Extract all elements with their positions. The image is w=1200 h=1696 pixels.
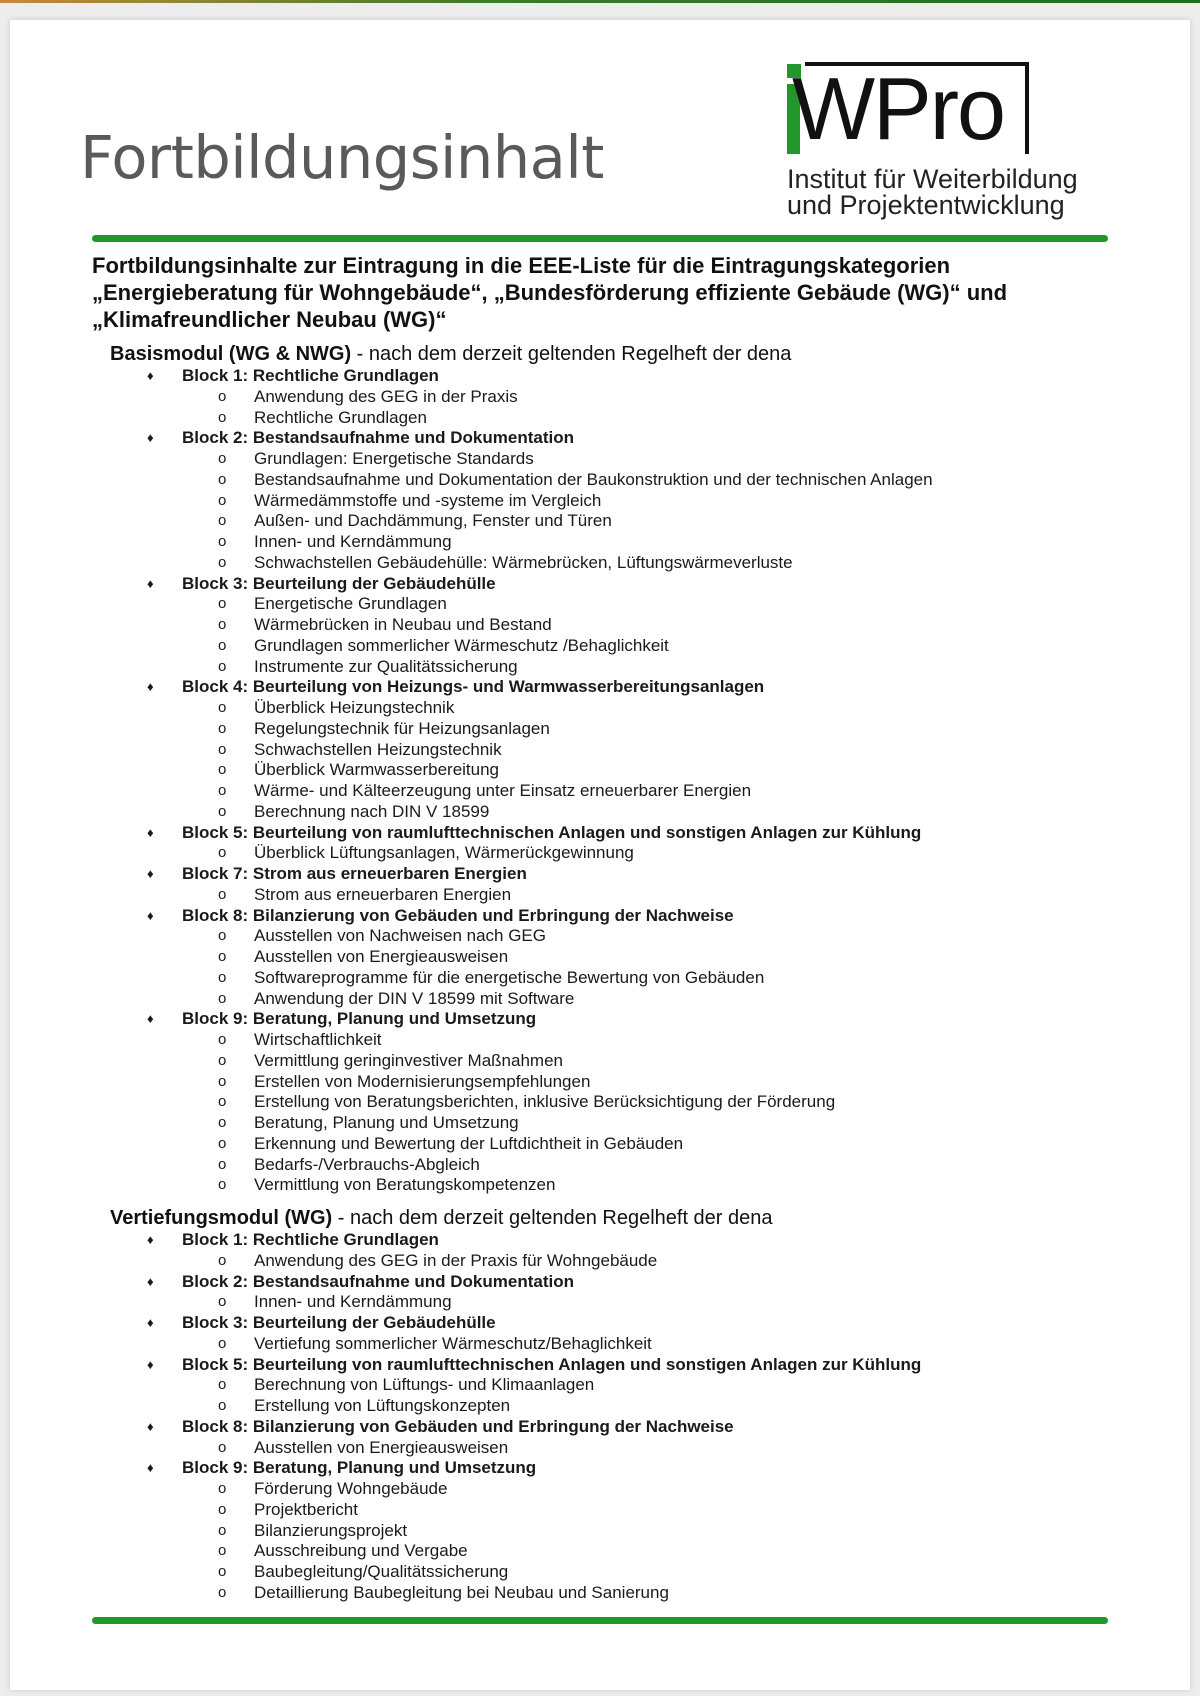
circle-bullet-icon: o xyxy=(218,1397,227,1414)
list-item-text: Erstellung von Beratungsberichten, inklusive Berücksichtigung der Förderung xyxy=(254,1092,836,1112)
list-item xyxy=(110,532,1110,553)
circle-bullet-icon: o xyxy=(218,491,227,509)
circle-bullet-icon: o xyxy=(218,802,227,820)
circle-bullet-icon: o xyxy=(218,636,227,654)
block-item xyxy=(110,1458,1110,1479)
circle-bullet-icon: o xyxy=(218,408,227,426)
list-item xyxy=(110,760,1110,781)
list-item-text: Innen- und Kerndämmung xyxy=(254,532,452,551)
list-item xyxy=(110,968,1110,989)
circle-bullet-icon: o xyxy=(218,1134,227,1152)
block-title: Block 1: Rechtliche Grundlagen xyxy=(182,366,439,385)
logo-subtitle xyxy=(787,166,1078,218)
heading-line: Fortbildungsinhalte zur Eintragung in die EEE-Liste für die Eintragungskategorien xyxy=(92,253,951,278)
block-item xyxy=(110,1272,1110,1293)
logo-subtitle-line2: und Projektentwicklung xyxy=(787,190,1065,220)
diamond-bullet-icon: ♦ xyxy=(147,866,154,881)
block-item xyxy=(110,823,1110,844)
list-item-text: Bilanzierungsprojekt xyxy=(254,1520,408,1540)
list-item-text: Schwachstellen Gebäudehülle: Wärmebrücken, Lüftungswärmeverluste xyxy=(254,552,793,572)
diamond-bullet-icon: ♦ xyxy=(147,1011,154,1027)
list-item xyxy=(110,1292,1110,1313)
list-item-text: Wärmedämmstoffe und -systeme im Vergleich xyxy=(254,490,602,510)
block-item xyxy=(110,366,1110,387)
list-item-text: Regelungstechnik für Heizungsanlagen xyxy=(254,718,550,738)
circle-bullet-icon: o xyxy=(218,595,227,613)
list-item xyxy=(110,1251,1110,1272)
list-item xyxy=(110,781,1110,802)
list-item xyxy=(110,470,1110,491)
circle-bullet-icon: o xyxy=(218,616,227,633)
block-title: Block 8: Bilanzierung von Gebäuden und Erbringung der Nachweise xyxy=(182,1416,734,1436)
circle-bullet-icon: o xyxy=(218,1093,227,1111)
block-item xyxy=(110,428,1110,449)
circle-bullet-icon: o xyxy=(218,948,227,965)
circle-bullet-icon: o xyxy=(218,553,227,571)
list-item xyxy=(110,1134,1110,1155)
diamond-bullet-icon: ♦ xyxy=(147,1232,154,1247)
page-title: Fortbildungsinhalt xyxy=(80,123,604,192)
diamond-bullet-icon: ♦ xyxy=(147,1273,154,1289)
circle-bullet-icon: o xyxy=(218,844,227,862)
list-item-text: Förderung Wohngebäude xyxy=(254,1479,448,1498)
circle-bullet-icon: o xyxy=(218,885,227,903)
list-item-text: Erkennung und Bewertung der Luftdichtheit in Gebäuden xyxy=(254,1133,684,1153)
block-item xyxy=(110,1009,1110,1030)
module-name: Basismodul (WG & NWG) xyxy=(110,343,352,365)
list-item-text: Außen- und Dachdämmung, Fenster und Türen xyxy=(254,511,612,531)
list-item-text: Anwendung des GEG in der Praxis xyxy=(254,386,518,406)
logo-wordmark: WPro xyxy=(792,59,1004,158)
list-item xyxy=(110,449,1110,470)
top-accent-line xyxy=(0,0,1200,3)
list-item-text: Erstellung von Lüftungskonzepten xyxy=(254,1396,511,1415)
circle-bullet-icon: o xyxy=(218,782,227,799)
list-item-text: Ausstellen von Energieausweisen xyxy=(254,1437,509,1457)
list-item-text: Wärmebrücken in Neubau und Bestand xyxy=(254,615,552,634)
circle-bullet-icon: o xyxy=(218,1155,227,1173)
block-item xyxy=(110,1313,1110,1334)
block-item xyxy=(110,574,1110,595)
list-item xyxy=(110,491,1110,512)
diamond-bullet-icon: ♦ xyxy=(147,679,154,695)
block-title: Block 5: Beurteilung von raumlufttechnischen Anlagen und sonstigen Anlagen zur Kühlung xyxy=(182,822,922,842)
list-item-text: Baubegleitung/Qualitätssicherung xyxy=(254,1562,509,1581)
circle-bullet-icon: o xyxy=(218,1114,227,1131)
bottom-divider xyxy=(92,1617,1108,1624)
block-title: Block 2: Bestandsaufnahme und Dokumentation xyxy=(182,428,574,448)
list-item-text: Überblick Lüftungsanlagen, Wärmerückgewinnung xyxy=(254,843,634,863)
list-item-text: Projektbericht xyxy=(254,1499,358,1519)
circle-bullet-icon: o xyxy=(218,927,227,945)
list-item xyxy=(110,1396,1110,1417)
block-item xyxy=(110,1230,1110,1251)
list-item xyxy=(110,615,1110,636)
block-title: Block 7: Strom aus erneuerbaren Energien xyxy=(182,864,527,883)
list-item-text: Vermittlung geringinvestiver Maßnahmen xyxy=(254,1050,563,1070)
list-item-text: Ausstellen von Nachweisen nach GEG xyxy=(254,926,546,946)
list-item xyxy=(110,1541,1110,1562)
block-title: Block 3: Beurteilung der Gebäudehülle xyxy=(182,1313,496,1332)
list-item-text: Schwachstellen Heizungstechnik xyxy=(254,739,502,759)
block-title: Block 1: Rechtliche Grundlagen xyxy=(182,1230,439,1249)
heading-line: „Klimafreundlicher Neubau (WG)“ xyxy=(92,307,447,332)
list-item-text: Innen- und Kerndämmung xyxy=(254,1292,452,1312)
list-item-text: Berechnung von Lüftungs- und Klimaanlagen xyxy=(254,1375,595,1395)
list-item-text: Detaillierung Baubegleitung bei Neubau und Sanierung xyxy=(254,1582,669,1602)
top-divider xyxy=(92,235,1108,242)
circle-bullet-icon: o xyxy=(218,761,227,779)
block-title: Block 2: Bestandsaufnahme und Dokumentation xyxy=(182,1271,574,1291)
circle-bullet-icon: o xyxy=(218,1251,227,1269)
diamond-bullet-icon: ♦ xyxy=(147,1356,154,1372)
circle-bullet-icon: o xyxy=(218,1438,227,1456)
list-item-text: Energetische Grundlagen xyxy=(254,594,447,614)
list-item xyxy=(110,698,1110,719)
list-item-text: Grundlagen sommerlicher Wärmeschutz /Behaglichkeit xyxy=(254,635,669,655)
list-item xyxy=(110,1479,1110,1500)
list-item-text: Instrumente zur Qualitätssicherung xyxy=(254,656,518,676)
module-content xyxy=(110,342,1110,1604)
list-item xyxy=(110,719,1110,740)
block-title: Block 8: Bilanzierung von Gebäuden und Erbringung der Nachweise xyxy=(182,905,734,925)
circle-bullet-icon: o xyxy=(218,699,227,716)
list-item xyxy=(110,657,1110,678)
diamond-bullet-icon: ♦ xyxy=(147,1315,154,1330)
module-name: Vertiefungsmodul (WG) xyxy=(110,1207,333,1229)
block-item xyxy=(110,1417,1110,1438)
list-item-text: Bestandsaufnahme und Dokumentation der Baukonstruktion und der technischen Anlagen xyxy=(254,469,933,489)
block-item xyxy=(110,864,1110,885)
circle-bullet-icon: o xyxy=(218,1376,227,1394)
block-title: Block 9: Beratung, Planung und Umsetzung xyxy=(182,1009,537,1029)
circle-bullet-icon: o xyxy=(218,1176,227,1194)
module-heading xyxy=(110,342,1110,366)
module-heading xyxy=(110,1206,1110,1230)
list-item xyxy=(110,1051,1110,1072)
list-item xyxy=(110,1521,1110,1542)
list-item xyxy=(110,843,1110,864)
list-item xyxy=(110,594,1110,615)
circle-bullet-icon: o xyxy=(218,1542,227,1560)
heading-line: „Energieberatung für Wohngebäude“, „Bundesförderung effiziente Gebäude (WG)“ und xyxy=(92,280,1008,305)
list-item-text: Ausstellen von Energieausweisen xyxy=(254,947,509,966)
list-item xyxy=(110,1334,1110,1355)
block-title: Block 9: Beratung, Planung und Umsetzung xyxy=(182,1458,537,1478)
list-item-text: Wirtschaftlichkeit xyxy=(254,1030,382,1049)
block-title: Block 4: Beurteilung von Heizungs- und Warmwasserbereitungsanlagen xyxy=(182,677,765,697)
circle-bullet-icon: o xyxy=(218,512,227,530)
diamond-bullet-icon: ♦ xyxy=(147,1460,154,1476)
list-item xyxy=(110,511,1110,532)
list-item-text: Softwareprogramme für die energetische Bewertung von Gebäuden xyxy=(254,967,765,987)
block-item xyxy=(110,906,1110,927)
list-item xyxy=(110,802,1110,823)
circle-bullet-icon: o xyxy=(218,719,227,737)
list-item-text: Wärme- und Kälteerzeugung unter Einsatz erneuerbarer Energien xyxy=(254,781,752,800)
list-item-text: Überblick Warmwasserbereitung xyxy=(254,760,500,780)
list-item xyxy=(110,1092,1110,1113)
list-item-text: Beratung, Planung und Umsetzung xyxy=(254,1113,519,1132)
list-item xyxy=(110,1030,1110,1051)
diamond-bullet-icon: ♦ xyxy=(147,824,154,840)
list-item-text: Strom aus erneuerbaren Energien xyxy=(254,884,512,904)
list-item xyxy=(110,1113,1110,1134)
list-item xyxy=(110,1155,1110,1176)
list-item xyxy=(110,636,1110,657)
block-item xyxy=(110,677,1110,698)
logo-subtitle-line1: Institut für Weiterbildung xyxy=(787,164,1078,194)
list-item xyxy=(110,408,1110,429)
list-item xyxy=(110,1438,1110,1459)
diamond-bullet-icon: ♦ xyxy=(147,575,154,591)
list-item xyxy=(110,1375,1110,1396)
diamond-bullet-icon: ♦ xyxy=(147,430,154,446)
circle-bullet-icon: o xyxy=(218,1521,227,1539)
list-item xyxy=(110,1562,1110,1583)
circle-bullet-icon: o xyxy=(218,470,227,488)
module-suffix: - nach dem derzeit geltenden Regelheft der dena xyxy=(332,1207,773,1229)
diamond-bullet-icon: ♦ xyxy=(147,368,154,383)
circle-bullet-icon: o xyxy=(218,989,227,1007)
circle-bullet-icon: o xyxy=(218,1293,227,1311)
circle-bullet-icon: o xyxy=(218,1563,227,1580)
module-suffix: - nach dem derzeit geltenden Regelheft der dena xyxy=(351,343,792,365)
list-item xyxy=(110,885,1110,906)
list-item-text: Vermittlung von Beratungskompetenzen xyxy=(254,1175,556,1195)
diamond-bullet-icon: ♦ xyxy=(147,1418,154,1434)
list-item-text: Grundlagen: Energetische Standards xyxy=(254,449,534,468)
list-item-text: Erstellen von Modernisierungsempfehlungen xyxy=(254,1071,591,1091)
list-item-text: Ausschreibung und Vergabe xyxy=(254,1541,468,1561)
circle-bullet-icon: o xyxy=(218,1480,227,1497)
list-item-text: Rechtliche Grundlagen xyxy=(254,407,427,427)
block-title: Block 3: Beurteilung der Gebäudehülle xyxy=(182,573,496,593)
circle-bullet-icon: o xyxy=(218,1072,227,1090)
list-item xyxy=(110,1500,1110,1521)
circle-bullet-icon: o xyxy=(218,1051,227,1069)
block-title: Block 5: Beurteilung von raumlufttechnischen Anlagen und sonstigen Anlagen zur Kühlung xyxy=(182,1354,922,1374)
list-item xyxy=(110,1072,1110,1093)
circle-bullet-icon: o xyxy=(218,1031,227,1048)
list-item-text: Überblick Heizungstechnik xyxy=(254,698,455,717)
list-item-text: Anwendung der DIN V 18599 mit Software xyxy=(254,988,575,1008)
list-item-text: Berechnung nach DIN V 18599 xyxy=(254,801,490,821)
list-item xyxy=(110,740,1110,761)
list-item xyxy=(110,947,1110,968)
block-item xyxy=(110,1355,1110,1376)
diamond-bullet-icon: ♦ xyxy=(147,907,154,923)
list-item-text: Anwendung des GEG in der Praxis für Wohngebäude xyxy=(254,1250,658,1270)
circle-bullet-icon: o xyxy=(218,1334,227,1352)
circle-bullet-icon: o xyxy=(218,533,227,550)
circle-bullet-icon: o xyxy=(218,968,227,986)
list-item xyxy=(110,1583,1110,1604)
circle-bullet-icon: o xyxy=(218,387,227,405)
list-item xyxy=(110,989,1110,1010)
list-item xyxy=(110,926,1110,947)
circle-bullet-icon: o xyxy=(218,740,227,758)
list-item xyxy=(110,553,1110,574)
document-heading xyxy=(92,252,1122,333)
circle-bullet-icon: o xyxy=(218,450,227,467)
list-item-text: Bedarfs-/Verbrauchs-Abgleich xyxy=(254,1154,480,1174)
circle-bullet-icon: o xyxy=(218,657,227,675)
list-item-text: Vertiefung sommerlicher Wärmeschutz/Behaglichkeit xyxy=(254,1333,652,1353)
circle-bullet-icon: o xyxy=(218,1583,227,1601)
circle-bullet-icon: o xyxy=(218,1500,227,1518)
list-item xyxy=(110,387,1110,408)
list-item xyxy=(110,1175,1110,1196)
